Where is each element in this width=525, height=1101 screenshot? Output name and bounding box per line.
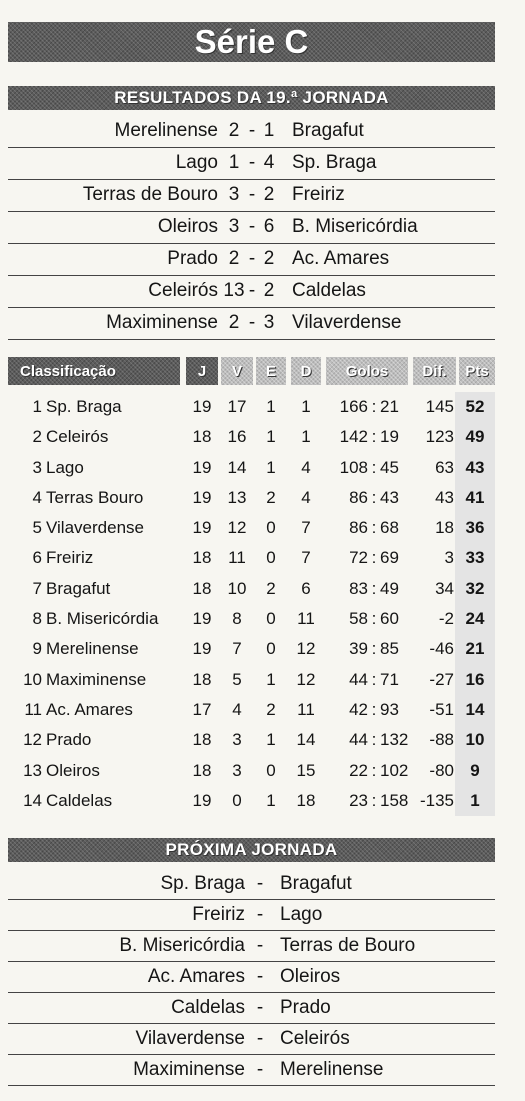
team-name: Prado [46, 730, 92, 750]
goals-separator: : [371, 578, 377, 598]
goals-against: 60 [380, 609, 399, 629]
home-team: Sp. Braga [160, 873, 245, 894]
team-name: B. Misericórdia [46, 609, 159, 629]
team-name: Bragafut [46, 578, 111, 598]
goals-against: 49 [380, 578, 399, 598]
results-heading-text: RESULTADOS DA 19.ª JORNADA [114, 88, 389, 107]
team-name: Freiriz [46, 548, 94, 568]
home-team: Oleiros [157, 216, 218, 237]
result-row [8, 116, 495, 148]
home-team: Vilaverdense [135, 1028, 245, 1049]
wins: 16 [227, 427, 247, 447]
away-team: Oleiros [280, 966, 341, 987]
goals-for: 142 [339, 427, 368, 447]
away-score: 2 [263, 280, 275, 301]
table-row [8, 695, 495, 725]
team-name: Sp. Braga [46, 397, 122, 416]
goal-difference: 63 [435, 457, 454, 477]
games-played: 19 [192, 518, 212, 538]
home-score: 13 [223, 280, 245, 301]
fixture-separator: - [256, 966, 264, 987]
games-played: 19 [192, 397, 212, 416]
position: 10 [23, 669, 42, 689]
fixture-row [8, 962, 495, 993]
home-score: 2 [228, 120, 240, 141]
goal-difference: -2 [438, 609, 454, 629]
away-score: 2 [263, 248, 275, 269]
goals-separator: : [371, 457, 377, 477]
points: 49 [465, 427, 485, 447]
goal-difference: -46 [429, 639, 454, 659]
header-e: E [256, 357, 286, 385]
losses: 4 [301, 487, 311, 507]
games-played: 18 [192, 669, 212, 689]
losses: 12 [296, 669, 316, 689]
wins: 0 [232, 790, 242, 810]
goal-difference: -135 [419, 790, 454, 810]
position: 6 [32, 548, 42, 568]
position: 4 [32, 487, 42, 507]
score-separator: - [248, 312, 256, 333]
header-pts: Pts [459, 357, 495, 385]
score-separator: - [248, 280, 256, 301]
draws: 2 [266, 699, 276, 719]
table-row [8, 725, 495, 755]
goals-for: 86 [349, 518, 368, 538]
result-row [8, 212, 495, 244]
table-row [8, 634, 495, 664]
goals-separator: : [371, 699, 377, 719]
table-row [8, 756, 495, 786]
position: 2 [32, 427, 42, 447]
fixture-row [8, 931, 495, 962]
goals-separator: : [371, 548, 377, 568]
goals-against: 69 [380, 548, 399, 568]
goals-against: 68 [380, 518, 399, 538]
losses: 1 [301, 397, 311, 416]
away-team: Ac. Amares [292, 248, 390, 269]
result-row [8, 276, 495, 308]
draws: 2 [266, 578, 276, 598]
goals-for: 83 [349, 578, 368, 598]
goals-against: 102 [380, 760, 409, 780]
position: 13 [23, 760, 42, 780]
away-score: 2 [263, 184, 275, 205]
table-row [8, 513, 495, 543]
draws: 0 [266, 548, 276, 568]
next-round-heading [8, 838, 495, 862]
away-score: 1 [263, 120, 275, 141]
fixture-separator: - [256, 904, 264, 925]
header-golos: Golos [326, 357, 408, 385]
table-row [8, 543, 495, 573]
wins: 3 [232, 730, 242, 750]
points: 33 [465, 548, 485, 568]
points: 21 [465, 639, 485, 659]
goals-separator: : [371, 397, 377, 416]
losses: 4 [301, 457, 311, 477]
draws: 0 [266, 639, 276, 659]
header-classificacao: Classificação [8, 357, 180, 385]
wins: 14 [227, 457, 247, 477]
position: 8 [32, 609, 42, 629]
goals-separator: : [371, 487, 377, 507]
goals-for: 58 [349, 609, 368, 629]
games-played: 18 [192, 730, 212, 750]
home-team: Prado [167, 248, 218, 269]
home-score: 2 [228, 312, 240, 333]
draws: 1 [266, 790, 276, 810]
standings-table [8, 392, 495, 816]
away-score: 4 [263, 152, 275, 173]
fixture-separator: - [256, 1028, 264, 1049]
score-separator: - [248, 216, 256, 237]
next-round-list [8, 869, 495, 1086]
score-separator: - [248, 152, 256, 173]
score-separator: - [248, 120, 256, 141]
wins: 5 [232, 669, 242, 689]
goals-against: 43 [380, 487, 399, 507]
wins: 12 [227, 518, 247, 538]
games-played: 19 [192, 790, 212, 810]
losses: 6 [301, 578, 311, 598]
goals-separator: : [371, 730, 377, 750]
table-row [8, 665, 495, 695]
goals-against: 93 [380, 699, 399, 719]
goals-against: 45 [380, 457, 399, 477]
home-team: Celeirós [148, 280, 218, 301]
goal-difference: 34 [435, 578, 454, 598]
team-name: Ac. Amares [46, 699, 133, 719]
table-row [8, 453, 495, 483]
team-name: Caldelas [46, 790, 113, 810]
page-title [8, 22, 495, 62]
goals-separator: : [371, 669, 377, 689]
fixture-row [8, 1024, 495, 1055]
goals-for: 86 [349, 487, 368, 507]
goal-difference: 3 [444, 548, 454, 568]
standings-header [8, 357, 495, 385]
losses: 14 [296, 730, 316, 750]
position: 3 [32, 457, 42, 477]
points: 9 [470, 760, 480, 780]
table-row [8, 604, 495, 634]
points: 36 [465, 518, 485, 538]
wins: 13 [227, 487, 247, 507]
home-score: 3 [228, 184, 240, 205]
goals-against: 158 [380, 790, 409, 810]
points: 10 [465, 730, 485, 750]
goals-separator: : [371, 790, 377, 810]
next-round-heading-text: PRÓXIMA JORNADA [165, 840, 338, 859]
position: 5 [32, 518, 42, 538]
fixture-row [8, 900, 495, 931]
games-played: 18 [192, 548, 212, 568]
goals-for: 72 [349, 548, 368, 568]
points: 32 [465, 578, 485, 598]
position: 12 [23, 730, 42, 750]
wins: 3 [232, 760, 242, 780]
points: 41 [465, 487, 485, 507]
away-team: Prado [280, 997, 331, 1018]
team-name: Maximinense [46, 669, 147, 689]
header-v: V [221, 357, 253, 385]
losses: 11 [297, 699, 315, 719]
goal-difference: 18 [435, 518, 454, 538]
position: 7 [32, 578, 42, 598]
fixture-separator: - [256, 1059, 264, 1080]
away-team: Celeirós [280, 1028, 350, 1049]
wins: 8 [232, 609, 242, 629]
goals-against: 71 [380, 669, 399, 689]
away-team: Sp. Braga [292, 152, 377, 173]
draws: 1 [266, 427, 276, 447]
home-team: Maximinense [106, 312, 218, 333]
away-team: Vilaverdense [292, 312, 402, 333]
draws: 2 [266, 487, 276, 507]
games-played: 18 [192, 760, 212, 780]
home-team: Maximinense [133, 1059, 245, 1080]
home-score: 2 [228, 248, 240, 269]
table-row [8, 483, 495, 513]
results-list [8, 116, 495, 340]
away-team: Lago [280, 904, 323, 925]
games-played: 18 [192, 578, 212, 598]
fixture-row [8, 1055, 495, 1086]
draws: 1 [266, 397, 276, 416]
goal-difference: -88 [429, 730, 454, 750]
goal-difference: 145 [425, 397, 454, 416]
goals-separator: : [371, 427, 377, 447]
away-team: Freiriz [292, 184, 345, 205]
home-team: B. Misericórdia [119, 935, 245, 956]
points: 14 [465, 699, 485, 719]
points: 1 [470, 790, 480, 810]
wins: 10 [227, 578, 247, 598]
team-name: Oleiros [46, 760, 100, 780]
goal-difference: -80 [429, 760, 454, 780]
header-dif: Dif. [413, 357, 456, 385]
goals-for: 39 [349, 639, 368, 659]
goal-difference: -51 [429, 699, 454, 719]
games-played: 18 [192, 427, 212, 447]
home-score: 1 [228, 152, 240, 173]
losses: 15 [296, 760, 316, 780]
goal-difference: 43 [435, 487, 454, 507]
games-played: 19 [192, 609, 212, 629]
table-row [8, 574, 495, 604]
losses: 12 [296, 639, 316, 659]
fixture-separator: - [256, 935, 264, 956]
goals-for: 166 [339, 397, 368, 416]
wins: 11 [228, 548, 246, 568]
away-score: 3 [263, 312, 275, 333]
draws: 1 [266, 730, 276, 750]
home-team: Terras de Bouro [82, 184, 218, 205]
wins: 17 [227, 397, 247, 416]
away-team: Bragafut [292, 120, 364, 141]
home-team: Lago [175, 152, 218, 173]
draws: 0 [266, 609, 276, 629]
goals-against: 132 [380, 730, 409, 750]
away-team: Terras de Bouro [280, 935, 416, 956]
header-j: J [186, 357, 218, 385]
wins: 4 [232, 699, 242, 719]
header-d: D [291, 357, 321, 385]
games-played: 19 [192, 639, 212, 659]
result-row [8, 180, 495, 212]
goal-difference: -27 [429, 669, 454, 689]
goals-for: 44 [349, 669, 368, 689]
draws: 1 [266, 457, 276, 477]
points: 24 [465, 609, 485, 629]
table-row [8, 392, 495, 422]
goals-against: 85 [380, 639, 399, 659]
goals-separator: : [371, 639, 377, 659]
points: 52 [465, 397, 485, 416]
goals-against: 19 [380, 427, 399, 447]
goals-for: 23 [349, 790, 368, 810]
losses: 18 [296, 790, 316, 810]
result-row [8, 244, 495, 276]
position: 9 [32, 639, 42, 659]
position: 1 [32, 397, 42, 416]
home-score: 3 [228, 216, 240, 237]
page-title-text: Série C [194, 23, 309, 60]
team-name: Merelinense [46, 639, 139, 659]
home-team: Merelinense [114, 120, 218, 141]
away-team: Caldelas [292, 280, 366, 301]
draws: 1 [266, 669, 276, 689]
position: 11 [24, 699, 42, 719]
away-team: Bragafut [280, 873, 352, 894]
losses: 1 [301, 427, 311, 447]
draws: 0 [266, 518, 276, 538]
fixture-row [8, 869, 495, 900]
draws: 0 [266, 760, 276, 780]
wins: 7 [232, 639, 242, 659]
games-played: 19 [192, 487, 212, 507]
table-row [8, 786, 495, 816]
team-name: Vilaverdense [46, 518, 144, 538]
points: 43 [465, 457, 485, 477]
goals-for: 42 [349, 699, 368, 719]
goals-for: 108 [339, 457, 368, 477]
position: 14 [23, 790, 42, 810]
goals-separator: : [371, 609, 377, 629]
away-team: Merelinense [280, 1059, 384, 1080]
losses: 7 [301, 518, 311, 538]
goals-for: 22 [349, 760, 368, 780]
losses: 7 [301, 548, 311, 568]
home-team: Caldelas [171, 997, 245, 1018]
home-team: Ac. Amares [147, 966, 245, 987]
goals-separator: : [371, 760, 377, 780]
score-separator: - [248, 248, 256, 269]
goal-difference: 123 [425, 427, 454, 447]
score-separator: - [248, 184, 256, 205]
away-team: B. Misericórdia [292, 216, 418, 237]
fixture-separator: - [256, 873, 264, 894]
goals-separator: : [371, 518, 377, 538]
team-name: Terras Bouro [46, 487, 144, 507]
table-row [8, 422, 495, 452]
points: 16 [465, 669, 485, 689]
fixture-row [8, 993, 495, 1024]
goals-against: 21 [380, 397, 399, 416]
goals-for: 44 [349, 730, 368, 750]
games-played: 17 [192, 699, 212, 719]
team-name: Celeirós [46, 427, 109, 447]
team-name: Lago [46, 457, 84, 477]
losses: 11 [297, 609, 315, 629]
result-row [8, 308, 495, 340]
fixture-separator: - [256, 997, 264, 1018]
result-row [8, 148, 495, 180]
home-team: Freiriz [192, 904, 245, 925]
away-score: 6 [263, 216, 275, 237]
results-heading [8, 86, 495, 110]
games-played: 19 [192, 457, 212, 477]
